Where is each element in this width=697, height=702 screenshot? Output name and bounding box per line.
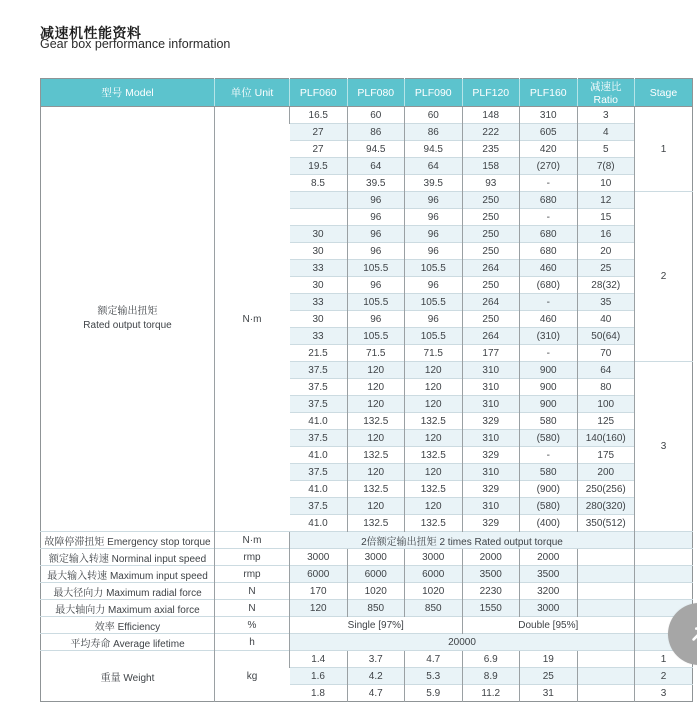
table-cell: 120	[347, 379, 405, 396]
table-cell: 5.3	[405, 668, 463, 685]
spec-label: 平均寿命 Average lifetime	[41, 634, 215, 651]
ratio-cell: 10	[577, 175, 635, 192]
table-cell: 96	[405, 226, 463, 243]
table-cell: 120	[347, 396, 405, 413]
table-cell: 96	[405, 243, 463, 260]
empty-ratio-cell	[577, 651, 635, 668]
table-cell: 96	[405, 311, 463, 328]
table-cell: 105.5	[405, 328, 463, 345]
table-cell: 105.5	[347, 328, 405, 345]
table-cell: 41.0	[290, 447, 348, 464]
spec-unit: %	[215, 617, 290, 634]
table-cell: 37.5	[290, 396, 348, 413]
table-cell: 11.2	[462, 685, 520, 702]
empty-ratio-cell	[577, 600, 635, 617]
table-cell: 1.8	[290, 685, 348, 702]
table-cell: 900	[520, 379, 578, 396]
table-cell: 96	[405, 209, 463, 226]
table-cell: 3500	[462, 566, 520, 583]
table-row	[41, 634, 693, 651]
table-cell: 132.5	[405, 481, 463, 498]
ratio-cell: 100	[577, 396, 635, 413]
table-cell: 310	[520, 107, 578, 124]
performance-table	[40, 78, 693, 702]
table-cell: 64	[347, 158, 405, 175]
ratio-cell: 80	[577, 379, 635, 396]
table-cell: 170	[290, 583, 348, 600]
table-cell: 41.0	[290, 515, 348, 532]
table-cell: 680	[520, 243, 578, 260]
table-cell: 27	[290, 141, 348, 158]
table-row	[41, 549, 693, 566]
table-cell: 33	[290, 260, 348, 277]
table-cell: 605	[520, 124, 578, 141]
table-cell: 132.5	[347, 447, 405, 464]
table-cell: 60	[347, 107, 405, 124]
ratio-cell: 15	[577, 209, 635, 226]
table-cell: 37.5	[290, 430, 348, 447]
table-cell: 105.5	[405, 294, 463, 311]
table-cell: -	[520, 175, 578, 192]
table-cell: 250	[462, 311, 520, 328]
ratio-cell: 4	[577, 124, 635, 141]
table-cell: 120	[405, 430, 463, 447]
ratio-cell: 175	[577, 447, 635, 464]
empty-ratio-cell	[577, 583, 635, 600]
column-header: Stage	[635, 79, 693, 107]
table-cell: -	[520, 345, 578, 362]
arrow-up-right-icon	[686, 621, 697, 647]
table-cell: 264	[462, 294, 520, 311]
table-cell: 850	[405, 600, 463, 617]
table-cell: 250	[462, 192, 520, 209]
spec-unit: h	[215, 634, 290, 651]
table-cell: 235	[462, 141, 520, 158]
table-cell: 264	[462, 328, 520, 345]
table-cell: 41.0	[290, 413, 348, 430]
table-cell: 250	[462, 277, 520, 294]
stage-cell: 3	[635, 362, 693, 532]
table-cell: 2230	[462, 583, 520, 600]
table-row	[41, 651, 693, 668]
table-cell: 4.7	[405, 651, 463, 668]
table-cell: 71.5	[347, 345, 405, 362]
table-cell: 96	[405, 192, 463, 209]
table-cell: 680	[520, 192, 578, 209]
empty-stage-cell	[635, 549, 693, 566]
spec-unit: rmp	[215, 566, 290, 583]
ratio-cell: 125	[577, 413, 635, 430]
ratio-cell: 20	[577, 243, 635, 260]
table-cell: 6.9	[462, 651, 520, 668]
ratio-cell: 350(512)	[577, 515, 635, 532]
table-cell: 120	[405, 396, 463, 413]
stage-cell: 2	[635, 668, 693, 685]
table-cell: 6000	[405, 566, 463, 583]
split-value-cell: Double [95%]	[462, 617, 635, 634]
table-cell: (400)	[520, 515, 578, 532]
table-cell: 19.5	[290, 158, 348, 175]
table-cell: 60	[405, 107, 463, 124]
table-cell: 310	[462, 362, 520, 379]
table-cell: 1.6	[290, 668, 348, 685]
column-header: PLF160	[520, 79, 578, 107]
weight-label: 重量 Weight	[41, 651, 215, 702]
table-cell: 96	[347, 243, 405, 260]
table-cell: 132.5	[347, 481, 405, 498]
stage-cell: 1	[635, 107, 693, 192]
table-cell: 3500	[520, 566, 578, 583]
table-cell: 1020	[347, 583, 405, 600]
table-cell: 8.5	[290, 175, 348, 192]
table-cell: 27	[290, 124, 348, 141]
ratio-cell: 280(320)	[577, 498, 635, 515]
table-cell: 37.5	[290, 379, 348, 396]
torque-section-label	[41, 107, 215, 532]
table-cell: 310	[462, 379, 520, 396]
table-cell: 30	[290, 243, 348, 260]
table-cell: 3000	[347, 549, 405, 566]
ratio-cell: 5	[577, 141, 635, 158]
ratio-cell: 40	[577, 311, 635, 328]
table-cell: 3000	[290, 549, 348, 566]
table-cell: 120	[405, 464, 463, 481]
ratio-cell: 50(64)	[577, 328, 635, 345]
table-cell: 93	[462, 175, 520, 192]
table-cell: 6000	[347, 566, 405, 583]
table-cell: 86	[347, 124, 405, 141]
table-cell: 30	[290, 226, 348, 243]
table-row	[41, 107, 693, 124]
ratio-cell: 7(8)	[577, 158, 635, 175]
table-cell: 6000	[290, 566, 348, 583]
table-cell: 310	[462, 396, 520, 413]
table-cell: 1550	[462, 600, 520, 617]
table-cell: (900)	[520, 481, 578, 498]
table-cell: 850	[347, 600, 405, 617]
table-cell: 250	[462, 226, 520, 243]
table-cell: 33	[290, 294, 348, 311]
spec-label: 最大输入转速 Maximum input speed	[41, 566, 215, 583]
ratio-cell: 3	[577, 107, 635, 124]
table-cell: 5.9	[405, 685, 463, 702]
ratio-cell: 200	[577, 464, 635, 481]
table-cell: 37.5	[290, 464, 348, 481]
ratio-cell: 70	[577, 345, 635, 362]
table-cell: 158	[462, 158, 520, 175]
table-cell: 86	[405, 124, 463, 141]
table-cell: 105.5	[347, 260, 405, 277]
table-cell: 96	[347, 192, 405, 209]
table-cell: 19	[520, 651, 578, 668]
table-cell: 250	[462, 243, 520, 260]
table-cell: 3000	[405, 549, 463, 566]
spec-label: 故障停滞扭矩 Emergency stop torque	[41, 532, 215, 549]
table-row	[41, 532, 693, 549]
ratio-cell: 140(160)	[577, 430, 635, 447]
table-cell: 37.5	[290, 362, 348, 379]
table-cell: 177	[462, 345, 520, 362]
stage-cell: 1	[635, 651, 693, 668]
empty-ratio-cell	[577, 685, 635, 702]
ratio-cell: 250(256)	[577, 481, 635, 498]
table-body	[41, 107, 693, 702]
table-cell: 105.5	[405, 260, 463, 277]
weight-unit: kg	[215, 651, 290, 702]
table-cell: 25	[520, 668, 578, 685]
table-cell: 310	[462, 430, 520, 447]
table-cell: (270)	[520, 158, 578, 175]
empty-ratio-cell	[577, 668, 635, 685]
table-cell: 132.5	[405, 515, 463, 532]
table-cell: 96	[347, 226, 405, 243]
torque-label-zh: 额定输出扭矩	[97, 306, 158, 317]
table-cell: 41.0	[290, 481, 348, 498]
table-cell: 2000	[462, 549, 520, 566]
table-cell: 105.5	[347, 294, 405, 311]
torque-unit-cell: N·m	[215, 107, 290, 532]
table-cell: 37.5	[290, 498, 348, 515]
table-cell: 94.5	[347, 141, 405, 158]
table-cell: 329	[462, 413, 520, 430]
ratio-cell: 35	[577, 294, 635, 311]
table-cell: 120	[405, 498, 463, 515]
table-cell: 120	[347, 362, 405, 379]
table-cell: 329	[462, 481, 520, 498]
table-cell: 132.5	[347, 515, 405, 532]
ratio-cell: 25	[577, 260, 635, 277]
table-cell: -	[520, 294, 578, 311]
stage-cell: 2	[635, 192, 693, 362]
table-cell: 39.5	[347, 175, 405, 192]
table-cell: 96	[347, 209, 405, 226]
table-cell: 4.2	[347, 668, 405, 685]
column-header: PLF080	[347, 79, 405, 107]
table-cell: (680)	[520, 277, 578, 294]
table-cell: (310)	[520, 328, 578, 345]
table-cell: 120	[347, 464, 405, 481]
spec-label: 效率 Efficiency	[41, 617, 215, 634]
table-cell: 16.5	[290, 107, 348, 124]
table-cell: 900	[520, 396, 578, 413]
table-cell: 900	[520, 362, 578, 379]
table-cell: 120	[290, 600, 348, 617]
column-header: 减速比 Ratio	[577, 79, 635, 107]
split-value-cell: Single [97%]	[290, 617, 463, 634]
table-cell: 3.7	[347, 651, 405, 668]
table-cell: 33	[290, 328, 348, 345]
table-cell	[290, 192, 348, 209]
table-cell: 120	[405, 362, 463, 379]
table-cell: 3000	[520, 600, 578, 617]
page-title: 减速机性能资料	[40, 25, 142, 42]
table-cell: -	[520, 447, 578, 464]
table-cell: 71.5	[405, 345, 463, 362]
table-cell: 64	[405, 158, 463, 175]
table-cell: 96	[347, 277, 405, 294]
table-cell: 250	[462, 209, 520, 226]
table-cell: (580)	[520, 498, 578, 515]
table-cell: 264	[462, 260, 520, 277]
table-cell: 580	[520, 464, 578, 481]
table-cell: 21.5	[290, 345, 348, 362]
table-cell: 680	[520, 226, 578, 243]
column-header: PLF090	[405, 79, 463, 107]
column-header: 型号 Model	[41, 79, 215, 107]
merged-value-cell: 2倍额定输出扭矩 2 times Rated output torque	[290, 532, 635, 549]
spec-unit: N	[215, 600, 290, 617]
empty-stage-cell	[635, 566, 693, 583]
spec-unit: rmp	[215, 549, 290, 566]
column-header: PLF060	[290, 79, 348, 107]
ratio-cell: 12	[577, 192, 635, 209]
column-header: 单位 Unit	[215, 79, 290, 107]
table-cell: 420	[520, 141, 578, 158]
table-cell: 30	[290, 311, 348, 328]
ratio-cell: 28(32)	[577, 277, 635, 294]
table-cell: 94.5	[405, 141, 463, 158]
spec-label: 额定输入转速 Norminal input speed	[41, 549, 215, 566]
table-cell: 30	[290, 277, 348, 294]
table-cell: 120	[405, 379, 463, 396]
table-cell: 460	[520, 311, 578, 328]
table-row	[41, 600, 693, 617]
table-cell: 310	[462, 498, 520, 515]
table-cell: 329	[462, 447, 520, 464]
ratio-cell: 64	[577, 362, 635, 379]
table-row	[41, 583, 693, 600]
column-header: PLF120	[462, 79, 520, 107]
table-cell: 580	[520, 413, 578, 430]
table-cell: 132.5	[405, 413, 463, 430]
table-cell: 460	[520, 260, 578, 277]
table-cell: 39.5	[405, 175, 463, 192]
table-cell: 1.4	[290, 651, 348, 668]
stage-cell: 3	[635, 685, 693, 702]
torque-label-en: Rated output torque	[83, 320, 172, 331]
table-cell: 1020	[405, 583, 463, 600]
table-cell: 120	[347, 498, 405, 515]
header-row	[41, 79, 693, 107]
table-cell: 2000	[520, 549, 578, 566]
ratio-cell: 16	[577, 226, 635, 243]
table-cell: 3200	[520, 583, 578, 600]
table-header	[41, 79, 693, 107]
empty-stage-cell	[635, 532, 693, 549]
table-cell: 132.5	[405, 447, 463, 464]
table-cell: 148	[462, 107, 520, 124]
table-cell: 4.7	[347, 685, 405, 702]
spec-label: 最大轴向力 Maximum axial force	[41, 600, 215, 617]
table-cell: 31	[520, 685, 578, 702]
table-cell: 310	[462, 464, 520, 481]
table-cell: (580)	[520, 430, 578, 447]
table-cell: 329	[462, 515, 520, 532]
empty-ratio-cell	[577, 566, 635, 583]
spec-unit: N	[215, 583, 290, 600]
table-cell: 96	[405, 277, 463, 294]
table-cell: 222	[462, 124, 520, 141]
table-cell: 8.9	[462, 668, 520, 685]
spec-label: 最大径向力 Maximum radial force	[41, 583, 215, 600]
table-cell: 96	[347, 311, 405, 328]
table-row	[41, 617, 693, 634]
table-cell	[290, 209, 348, 226]
table-cell: 120	[347, 430, 405, 447]
merged-value-cell: 20000	[290, 634, 635, 651]
empty-stage-cell	[635, 583, 693, 600]
table-cell: -	[520, 209, 578, 226]
table-cell: 132.5	[347, 413, 405, 430]
empty-ratio-cell	[577, 549, 635, 566]
table-row	[41, 566, 693, 583]
page-subtitle: Gear box performance information	[40, 37, 231, 51]
spec-unit: N·m	[215, 532, 290, 549]
